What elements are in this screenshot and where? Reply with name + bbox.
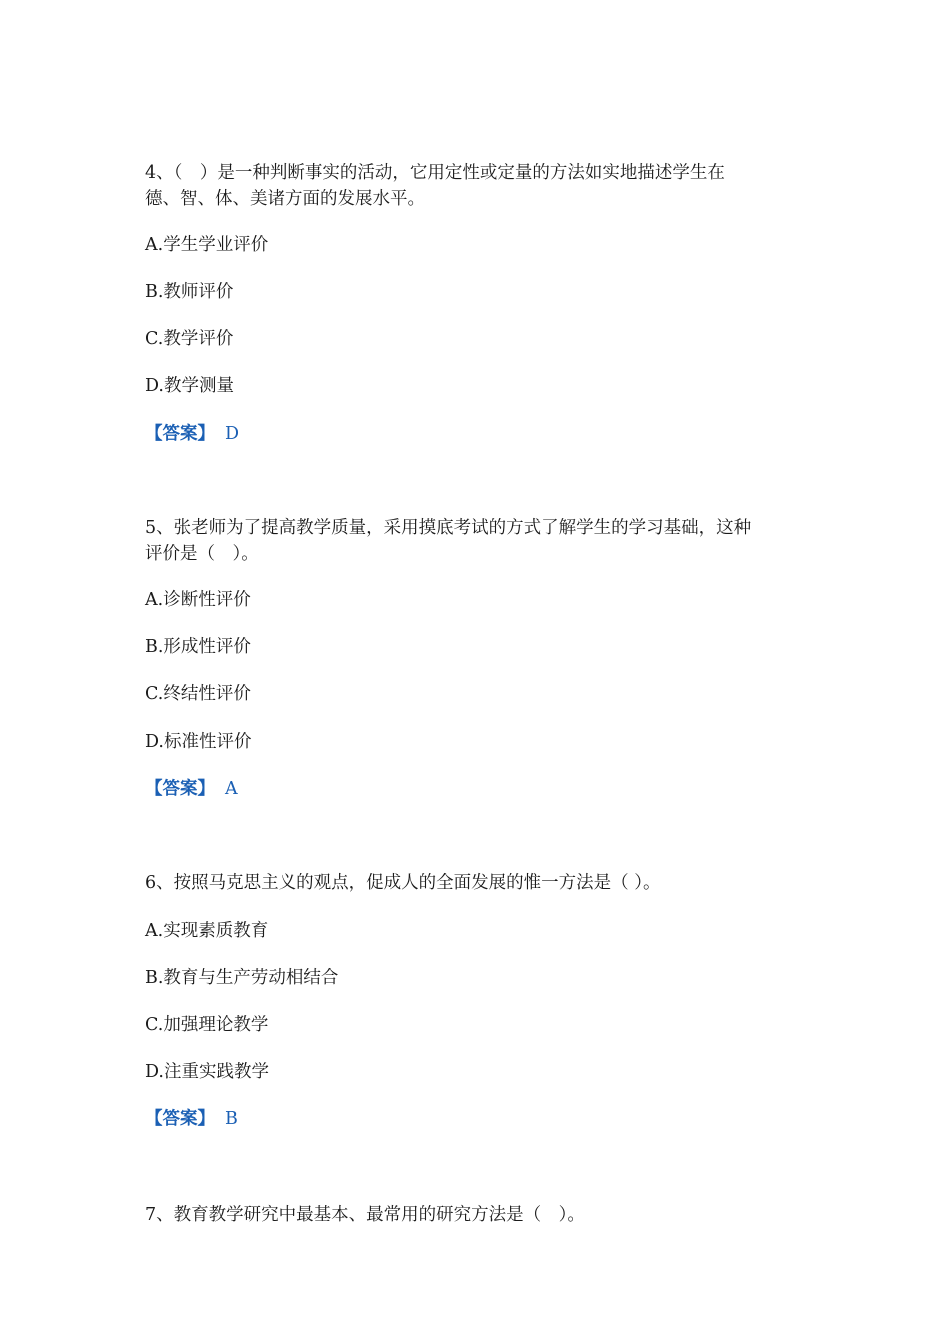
answer-label: 【答案】 [145, 424, 215, 444]
question-stem-line: 6、按照马克思主义的观点，促成人的全面发展的惟一方法是（ ）。 [145, 873, 661, 893]
option-d: D.注重实践教学 [145, 1062, 269, 1082]
option-a: A.学生学业评价 [145, 235, 269, 255]
question-stem-line: 5、张老师为了提高教学质量，采用摸底考试的方式了解学生的学习基础，这种 [145, 518, 752, 538]
option-d: D.标准性评价 [145, 732, 252, 752]
question-stem-line: 7、教育教学研究中最基本、最常用的研究方法是（ ）。 [145, 1205, 585, 1225]
option-c: C.加强理论教学 [145, 1015, 269, 1035]
question-stem-line: 评价是（ ）。 [145, 544, 259, 564]
answer-value: D [225, 424, 240, 444]
option-a: A.实现素质教育 [145, 921, 269, 941]
answer-value: A [225, 779, 238, 799]
option-c: C.终结性评价 [145, 684, 251, 704]
question-stem-line: 4、（ ）是一种判断事实的活动，它用定性或定量的方法如实地描述学生在 [145, 163, 725, 183]
answer-label: 【答案】 [145, 1109, 215, 1129]
answer-line [145, 1107, 238, 1131]
answer-label: 【答案】 [145, 779, 215, 799]
answer-value: B [225, 1109, 238, 1129]
question-stem-line: 德、智、体、美诸方面的发展水平。 [145, 189, 425, 209]
option-b: B.教育与生产劳动相结合 [145, 968, 339, 988]
answer-line [145, 777, 238, 801]
option-a: A.诊断性评价 [145, 590, 251, 610]
option-b: B.形成性评价 [145, 637, 251, 657]
option-c: C.教学评价 [145, 329, 234, 349]
option-d: D.教学测量 [145, 376, 234, 396]
option-b: B.教师评价 [145, 282, 234, 302]
answer-line [145, 422, 239, 446]
